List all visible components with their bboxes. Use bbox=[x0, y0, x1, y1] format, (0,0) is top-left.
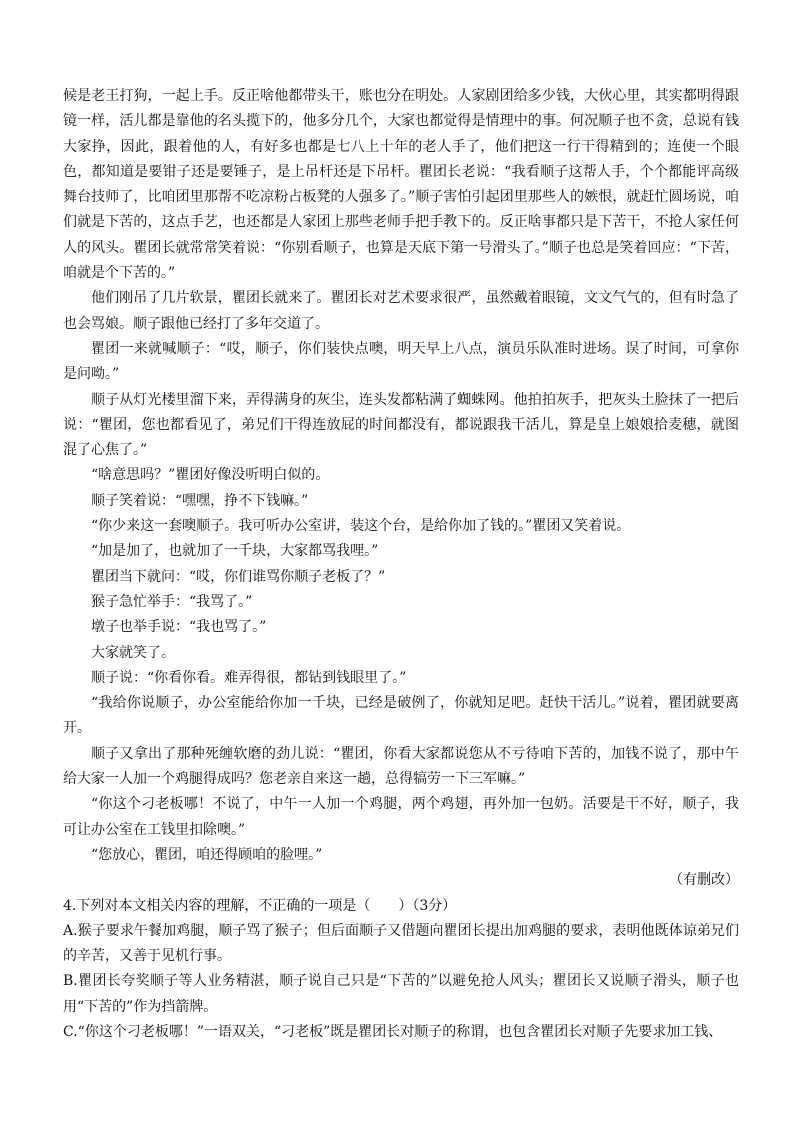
paragraph: 候是老王打狗，一起上手。反正啥他都带头干，账也分在明处。人家剧团给多少钱，大伙心里，其实都明得跟镜一样，活儿都是靠他的名头揽下的，他多分几个，大家也都觉得是情理中的事。何况顺子也不贪，总说有钱大家挣，因此，跟着他的人，有好多也都是七八上十年的老人手了，他们把这一行干得精到的；连使一个眼色，都知道是要钳子还是要锤子，是上吊杆还是下吊杆。瞿团长老说：“我看顺子这帮人手，个个都能评高级舞台技师了，比咱团里那帮不吃凉粉占板凳的人强多了。”顺子害怕引起团里那些人的嫉恨，就赶忙圆场说，咱们就是下苦的，这点手艺，也还都是人家团上那些老师手把手教下的。反正啥事都只是下苦干，不抢人家任何人的风头。瞿团长就常常笑着说：“你别看顺子，也算是天底下第一号滑头了。”顺子也总是笑着回应：“下苦，咱就是个下苦的。” bbox=[63, 88, 739, 282]
question-option-c: C.“你这个刁老板哪！”一语双关，“刁老板”既是瞿团长对顺子的称谓，也包含瞿团长对顺子先要求加工钱、 bbox=[63, 1023, 723, 1040]
paragraph: “您放心，瞿团，咱还得顾咱的脸哩。” bbox=[91, 846, 323, 863]
paragraph: “我给你说顺子，办公室能给你加一千块，已经是破例了，你就知足吧。赶快干活儿。”说着，瞿团就要离开。 bbox=[63, 695, 739, 737]
question-option-b: B.瞿团长夸奖顺子等人业务精湛，顺子说自己只是“下苦的”以避免抢人风头；瞿团长又说顺子滑头，顺子也用“下苦的”作为挡箭牌。 bbox=[63, 973, 739, 1015]
question-option-a: A.猴子要求午餐加鸡腿，顺子骂了猴子；但后面顺子又借题向瞿团长提出加鸡腿的要求，表明他既体谅弟兄们的辛苦，又善于见机行事。 bbox=[63, 922, 739, 965]
paragraph: “加是加了，也就加了一千块，大家都骂我哩。” bbox=[91, 543, 379, 560]
paragraph: 墩子也举手说：“我也骂了。” bbox=[91, 619, 267, 636]
paragraph: 瞿团一来就喊顺子：“哎，顺子，你们装快点噢，明天早上八点，演员乐队准时进场。误了时间，可拿你是问呦。” bbox=[63, 340, 739, 383]
paragraph: “你少来这一套噢顺子。我可听办公室讲，装这个台，是给你加了钱的。”瞿团又笑着说。 bbox=[91, 518, 631, 535]
paragraph: 顺子从灯光楼里溜下来，弄得满身的灰尘，连头发都粘满了蜘蛛网。他拍拍灰手，把灰头土脸抹了一把后说：“瞿团，您也都看见了，弟兄们干得连放屁的时间都没有，都说跟我干活儿，算是皇上娘娘拾麦穗，就图混了心焦了。” bbox=[63, 391, 739, 459]
paragraph: 顺子又拿出了那种死缠软磨的劲儿说：“瞿团，你看大家都说您从不亏待咱下苦的，加钱不说了，那中午给大家一人加一个鸡腿得成吗？您老亲自来这一趟，总得犒劳一下三军嘛。” bbox=[63, 745, 739, 788]
paragraph: 顺子说：“你看你看。难弄得很，都钻到钱眼里了。” bbox=[91, 669, 407, 686]
paragraph: 瞿团当下就问：“哎，你们谁骂你顺子老板了？” bbox=[91, 568, 386, 585]
paragraph: “你这个刁老板哪！不说了，中午一人加一个鸡腿，两个鸡翅，再外加一包奶。活要是干不好，顺子，我可让办公室在工钱里扣除噢。” bbox=[63, 796, 739, 838]
paragraph: 大家就笑了。 bbox=[91, 644, 175, 661]
paragraph: “啥意思吗？”瞿团好像没听明白似的。 bbox=[91, 467, 330, 484]
paragraph: 猴子急忙举手：“我骂了。” bbox=[91, 593, 253, 610]
revision-note: （有删改） bbox=[669, 872, 739, 889]
document-body bbox=[63, 84, 739, 1045]
question-stem: 4.下列对本文相关内容的理解，不正确的一项是（ ）（3分） bbox=[63, 897, 457, 914]
paragraph: 他们刚吊了几片软景，瞿团长就来了。瞿团长对艺术要求很严，虽然戴着眼镜，文文气气的，但有时急了也会骂娘。顺子跟他已经打了多年交道了。 bbox=[63, 290, 739, 332]
paragraph: 顺子笑着说：“嘿嘿，挣不下钱嘛。” bbox=[91, 492, 309, 509]
